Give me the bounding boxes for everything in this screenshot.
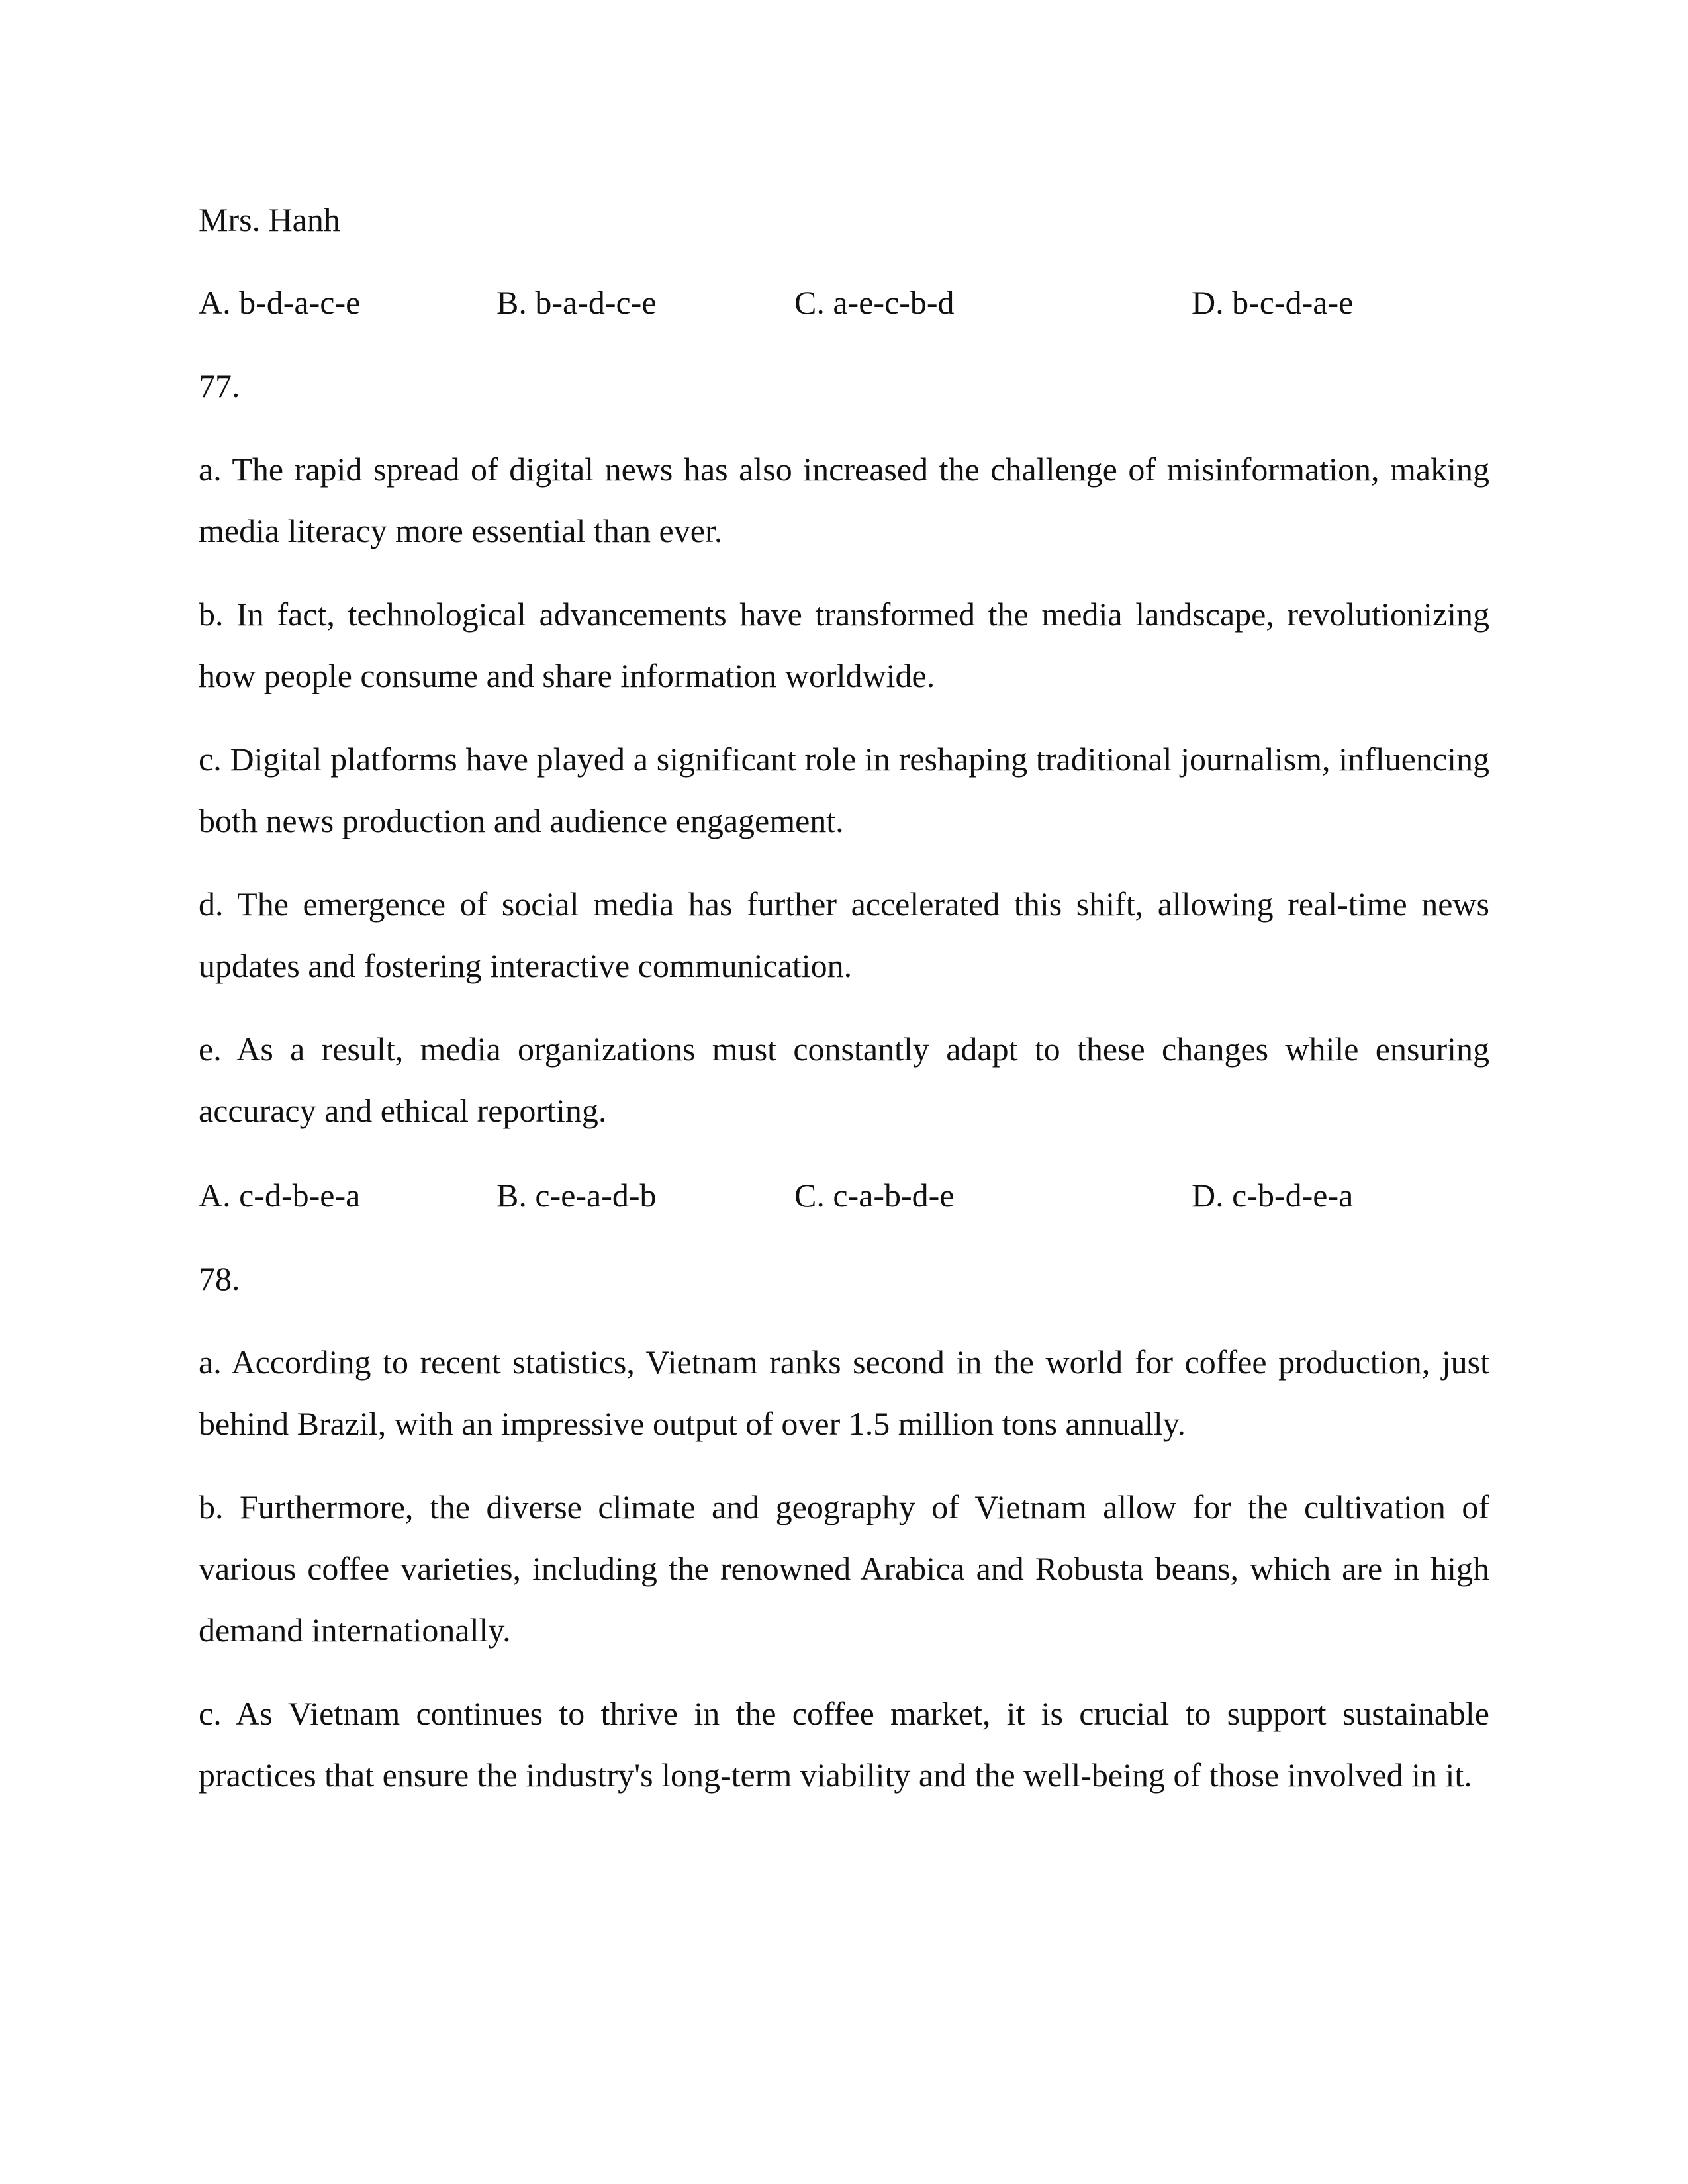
q76-option-a: A. b-d-a-c-e: [199, 284, 361, 321]
q77-item-e: e. As a result, media organizations must constantly adapt to these changes while ensuring accuracy and ethical reporting.: [199, 1030, 1489, 1129]
q76-option-d: D. b-c-d-a-e: [1192, 284, 1354, 321]
q77-item-d: d. The emergence of social media has further accelerated this shift, allowing real-time news updates and fostering interactive communication.: [199, 886, 1489, 984]
q78-item-b: b. Furthermore, the diverse climate and geography of Vietnam allow for the cultivation of various coffee varieties, including the renowned Arabica and Robusta beans, which are in high demand internationally.: [199, 1488, 1489, 1649]
q77-item-c: c. Digital platforms have played a significant role in reshaping traditional journalism, influencing both news production and audience engagement.: [199, 741, 1489, 839]
q77-options: [199, 1165, 1489, 1226]
q78-item-c: c. As Vietnam continues to thrive in the coffee market, it is crucial to support sustainable practices that ensure the industry's long-term viability and the well-being of those involved in it.: [199, 1695, 1489, 1794]
q77-option-b: B. c-e-a-d-b: [496, 1177, 657, 1214]
q77-option-a: A. c-d-b-e-a: [199, 1177, 361, 1214]
author-name: Mrs. Hanh: [199, 201, 340, 238]
q77-option-c: C. c-a-b-d-e: [794, 1177, 955, 1214]
q76-option-b: B. b-a-d-c-e: [496, 284, 657, 321]
q77-item-a: a. The rapid spread of digital news has also increased the challenge of misinformation, making media literacy more essential than ever.: [199, 451, 1489, 549]
q78-item-a: a. According to recent statistics, Vietnam ranks second in the world for coffee production, just behind Brazil, with an impressive output of over 1.5 million tons annually.: [199, 1343, 1489, 1442]
q78-number: 78.: [199, 1260, 240, 1297]
q76-options: [199, 272, 1489, 333]
q77-number: 77.: [199, 367, 240, 404]
q76-option-c: C. a-e-c-b-d: [794, 284, 955, 321]
q77-item-b: b. In fact, technological advancements have transformed the media landscape, revolutionizing how people consume and share information worldwide.: [199, 596, 1489, 694]
q77-option-d: D. c-b-d-e-a: [1192, 1177, 1354, 1214]
